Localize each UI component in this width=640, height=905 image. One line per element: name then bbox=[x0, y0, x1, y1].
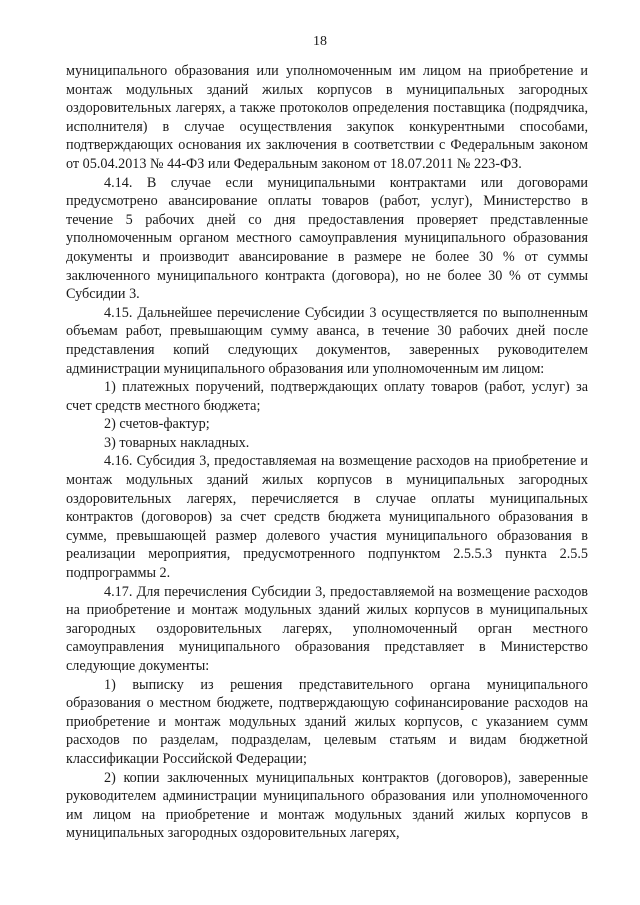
list-item-invoices: 2) счетов-фактур; bbox=[104, 416, 210, 433]
paragraph-4-14: 4.14. В случае если муниципальными контрактами или договорами предусмотрено авансирование оплаты товаров (работ, услуг), Министерство в течение 5 рабочих дней со дня предоставления проверяет представленные уполномоченным органом местного самоуправления муниципального образования документы и производит авансирование в размере не более 30 % от суммы заключенного муниципального контракта (договора), но не более 30 % от суммы Субсидии 3. bbox=[66, 174, 588, 303]
paragraph-4-17: 4.17. Для перечисления Субсидии 3, предоставляемой на возмещение расходов на приобретение и монтаж модульных зданий жилых корпусов в муниципальных загородных оздоровительных лагерях, уполномоченный орган местного самоуправления муниципального образования представляет в Министерство следующие документы: bbox=[66, 583, 588, 674]
paragraph-continuation: муниципального образования или уполномоченным им лицом на приобретение и монтаж модульных зданий жилых корпусов в муниципальных загородных оздоровительных лагерях, а также протоколов определения поставщика (подрядчика, исполнителя) в случае осуществления закупок конкурентными способами, подтверждающих основания их заключения в соответствии с Федеральным законом от 05.04.2013 № 44-ФЗ или Федеральным законом от 18.07.2011 № 223-ФЗ. bbox=[66, 63, 588, 172]
paragraph-4-15: 4.15. Дальнейшее перечисление Субсидии 3 осуществляется по выполненным объемам работ, превышающим сумму аванса, в течение 30 рабочих дней после представления копий следующих документов, заверенных руководителем администрации муниципального образования или уполномоченным им лицом: bbox=[66, 304, 588, 377]
list-item-waybills: 3) товарных накладных. bbox=[104, 434, 250, 451]
page-number: 18 bbox=[313, 34, 327, 49]
list-item-payment-orders: 1) платежных поручений, подтверждающих оплату товаров (работ, услуг) за счет средств местного бюджета; bbox=[66, 379, 588, 414]
list-item-budget-extract: 1) выписку из решения представительного органа муниципального образования о местном бюджете, подтверждающую софинансирование расходов на приобретение и монтаж модульных зданий жилых корпусов, с указанием сумм расходов по разделам, подразделам, целевым статьям и видам бюджетной классификации Российской Федерации; bbox=[66, 676, 588, 767]
paragraph-4-16: 4.16. Субсидия 3, предоставляемая на возмещение расходов на приобретение и монтаж модульных зданий жилых корпусов в муниципальных загородных оздоровительных лагерях, перечисляется в случае оплаты муниципальных контрактов (договоров) за счет средств бюджета муниципального образования в сумме, превышающей размер долевого участия муниципального образования в реализации мероприятия, предусмотренного подпунктом 2.5.5.3 пункта 2.5.5 подпрограммы 2. bbox=[66, 453, 588, 582]
list-item-contract-copies: 2) копии заключенных муниципальных контрактов (договоров), заверенные руководителем администрации муниципального образования или уполномоченного им лицом на приобретение и монтаж модульных зданий жилых корпусов в муниципальных загородных оздоровительных лагерях, bbox=[66, 769, 588, 842]
document-body bbox=[66, 62, 588, 843]
